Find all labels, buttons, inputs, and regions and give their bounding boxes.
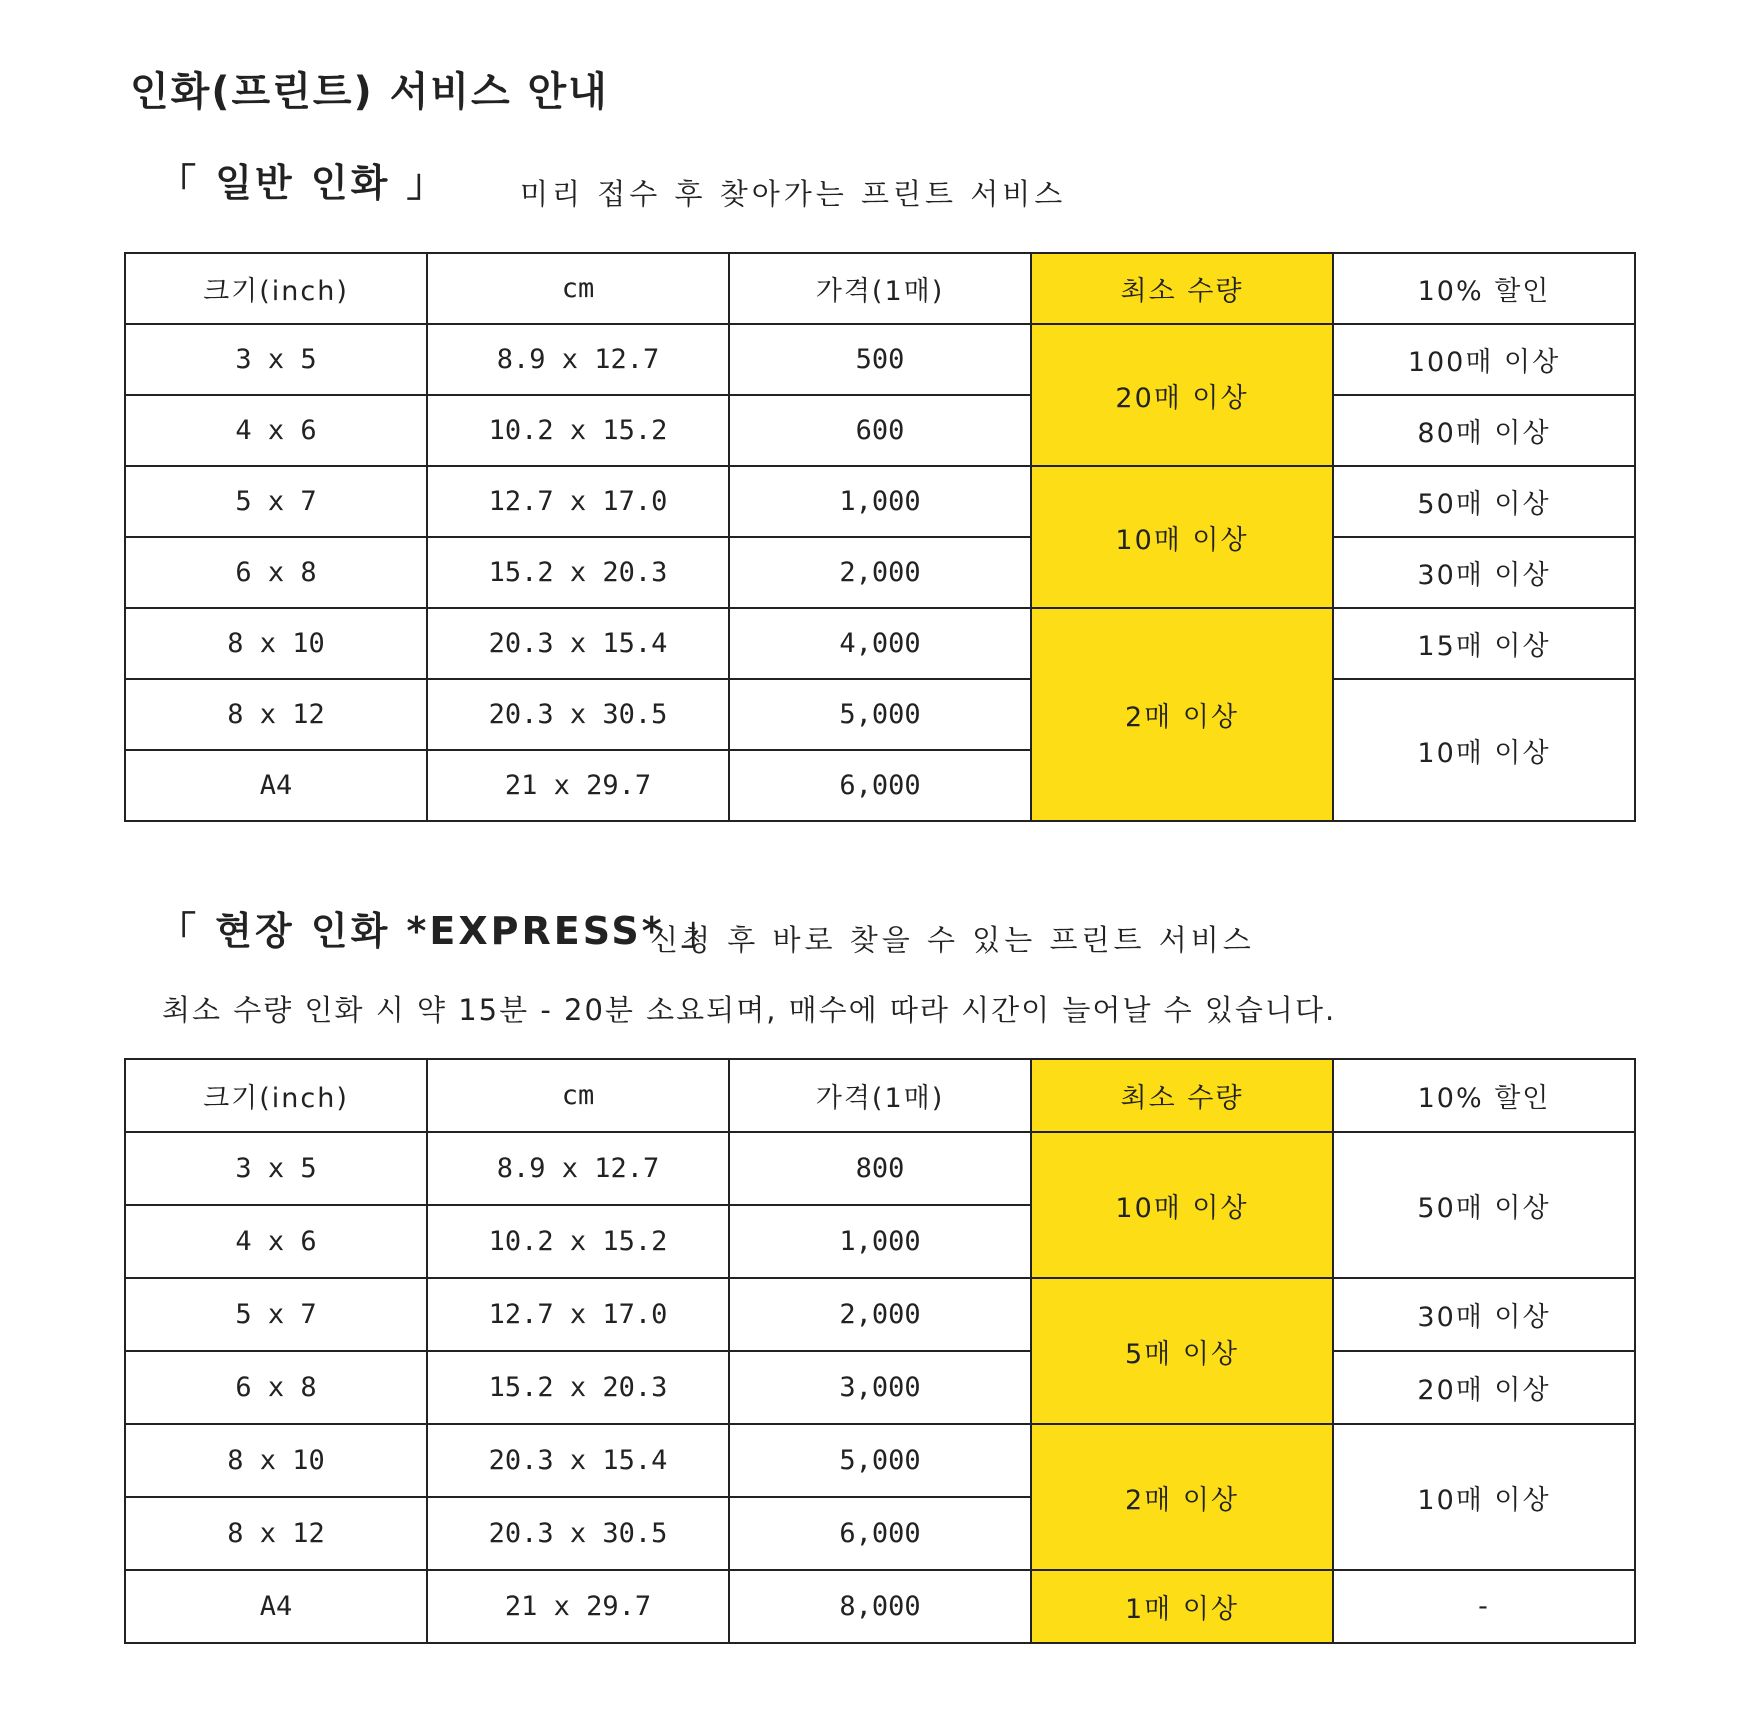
cm-cell: 10.2 x 15.2 <box>427 395 729 466</box>
size-cell: A4 <box>125 750 427 821</box>
min-qty-cell: 2매 이상 <box>1031 608 1333 821</box>
header-size: 크기(inch) <box>125 253 427 324</box>
min-qty-cell: 10매 이상 <box>1031 1132 1333 1278</box>
table-header-row <box>125 253 1635 324</box>
general-price-table <box>124 252 1636 822</box>
size-cell: 8 x 10 <box>125 1424 427 1497</box>
price-cell: 2,000 <box>729 1278 1031 1351</box>
size-cell: 8 x 12 <box>125 1497 427 1570</box>
price-cell: 6,000 <box>729 750 1031 821</box>
size-cell: 5 x 7 <box>125 466 427 537</box>
cm-cell: 21 x 29.7 <box>427 750 729 821</box>
header-discount: 10% 할인 <box>1333 1059 1635 1132</box>
discount-cell: 10매 이상 <box>1333 1424 1635 1570</box>
header-min-qty: 최소 수량 <box>1031 1059 1333 1132</box>
price-cell: 800 <box>729 1132 1031 1205</box>
header-cm: cm <box>427 253 729 324</box>
price-cell: 3,000 <box>729 1351 1031 1424</box>
size-cell: 4 x 6 <box>125 395 427 466</box>
cm-cell: 12.7 x 17.0 <box>427 1278 729 1351</box>
table-row <box>125 466 1635 537</box>
cm-cell: 15.2 x 20.3 <box>427 1351 729 1424</box>
cm-cell: 21 x 29.7 <box>427 1570 729 1643</box>
table-row <box>125 1132 1635 1205</box>
table-row <box>125 324 1635 395</box>
discount-cell: 100매 이상 <box>1333 324 1635 395</box>
size-cell: 5 x 7 <box>125 1278 427 1351</box>
discount-cell: 10매 이상 <box>1333 679 1635 821</box>
min-qty-cell: 20매 이상 <box>1031 324 1333 466</box>
cm-cell: 20.3 x 15.4 <box>427 608 729 679</box>
table-row <box>125 1351 1635 1424</box>
table-row <box>125 1570 1635 1643</box>
price-cell: 6,000 <box>729 1497 1031 1570</box>
discount-cell: 30매 이상 <box>1333 537 1635 608</box>
express-note: 최소 수량 인화 시 약 15분 - 20분 소요되며, 매수에 따라 시간이 늘어날 수 있습니다. <box>162 993 1337 1027</box>
min-qty-cell: 5매 이상 <box>1031 1278 1333 1424</box>
general-section-title: 「 일반 인화 」 <box>158 161 448 205</box>
header-size: 크기(inch) <box>125 1059 427 1132</box>
express-section-subtitle: 신청 후 바로 찾을 수 있는 프린트 서비스 <box>650 923 1255 957</box>
size-cell: 8 x 12 <box>125 679 427 750</box>
size-cell: 4 x 6 <box>125 1205 427 1278</box>
price-cell: 1,000 <box>729 1205 1031 1278</box>
min-qty-cell: 1매 이상 <box>1031 1570 1333 1643</box>
discount-cell: 50매 이상 <box>1333 1132 1635 1278</box>
size-cell: 3 x 5 <box>125 324 427 395</box>
size-cell: 6 x 8 <box>125 1351 427 1424</box>
cm-cell: 20.3 x 15.4 <box>427 1424 729 1497</box>
price-cell: 4,000 <box>729 608 1031 679</box>
cm-cell: 15.2 x 20.3 <box>427 537 729 608</box>
table-row <box>125 608 1635 679</box>
min-qty-cell: 2매 이상 <box>1031 1424 1333 1570</box>
cm-cell: 20.3 x 30.5 <box>427 1497 729 1570</box>
header-cm: cm <box>427 1059 729 1132</box>
express-price-table <box>124 1058 1636 1644</box>
table-row <box>125 1278 1635 1351</box>
price-cell: 5,000 <box>729 1424 1031 1497</box>
table-row <box>125 679 1635 750</box>
price-cell: 2,000 <box>729 537 1031 608</box>
header-price: 가격(1매) <box>729 1059 1031 1132</box>
express-section-title: 「 현장 인화 *EXPRESS* 」 <box>158 909 722 953</box>
discount-cell: - <box>1333 1570 1635 1643</box>
page-title: 인화(프린트) 서비스 안내 <box>130 69 609 115</box>
header-min-qty: 최소 수량 <box>1031 253 1333 324</box>
min-qty-cell: 10매 이상 <box>1031 466 1333 608</box>
size-cell: 6 x 8 <box>125 537 427 608</box>
table-row <box>125 1424 1635 1497</box>
price-cell: 600 <box>729 395 1031 466</box>
discount-cell: 50매 이상 <box>1333 466 1635 537</box>
discount-cell: 15매 이상 <box>1333 608 1635 679</box>
header-price: 가격(1매) <box>729 253 1031 324</box>
cm-cell: 20.3 x 30.5 <box>427 679 729 750</box>
discount-cell: 80매 이상 <box>1333 395 1635 466</box>
table-header-row <box>125 1059 1635 1132</box>
size-cell: 3 x 5 <box>125 1132 427 1205</box>
size-cell: A4 <box>125 1570 427 1643</box>
cm-cell: 10.2 x 15.2 <box>427 1205 729 1278</box>
cm-cell: 8.9 x 12.7 <box>427 1132 729 1205</box>
header-discount: 10% 할인 <box>1333 253 1635 324</box>
discount-cell: 30매 이상 <box>1333 1278 1635 1351</box>
cm-cell: 8.9 x 12.7 <box>427 324 729 395</box>
price-cell: 500 <box>729 324 1031 395</box>
table-row <box>125 395 1635 466</box>
discount-cell: 20매 이상 <box>1333 1351 1635 1424</box>
cm-cell: 12.7 x 17.0 <box>427 466 729 537</box>
price-cell: 5,000 <box>729 679 1031 750</box>
table-row <box>125 537 1635 608</box>
general-section-subtitle: 미리 접수 후 찾아가는 프린트 서비스 <box>520 177 1067 211</box>
price-cell: 8,000 <box>729 1570 1031 1643</box>
price-cell: 1,000 <box>729 466 1031 537</box>
size-cell: 8 x 10 <box>125 608 427 679</box>
